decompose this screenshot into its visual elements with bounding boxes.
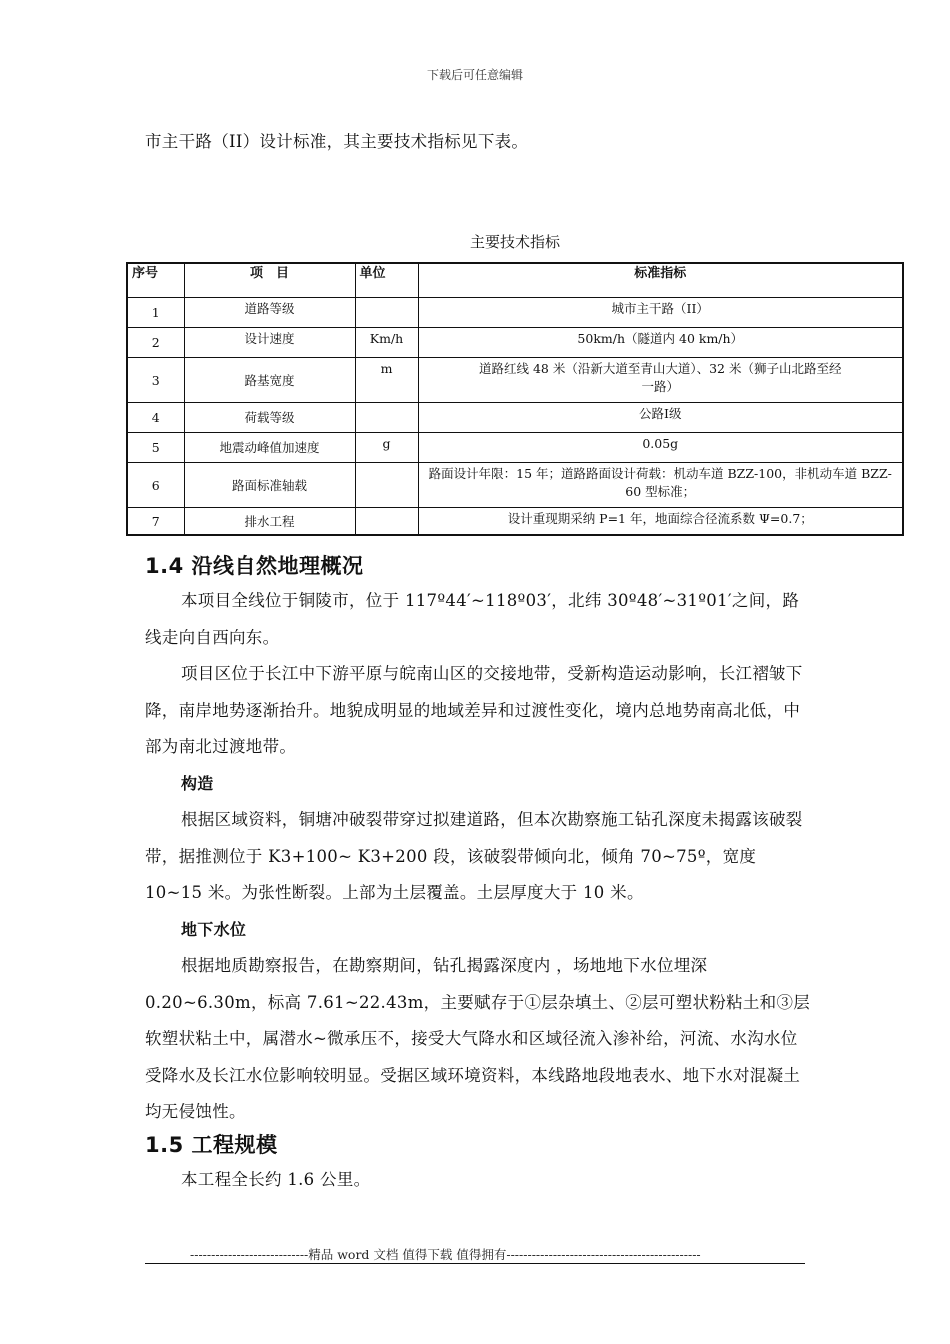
cell-std: 设计重现期采纳 P=1 年，地面综合径流系数 Ψ=0.7； <box>418 508 903 536</box>
cell-unit: Km/h <box>355 328 418 358</box>
header-note: 下载后可任意编辑 <box>426 68 523 82</box>
cell-no: 2 <box>127 328 184 358</box>
table-row <box>127 433 903 463</box>
section-title-1-5: 1.5 工程规模 <box>145 1133 278 1157</box>
table-row <box>127 403 903 433</box>
cell-unit <box>355 298 418 328</box>
subheading-structure: 构造 <box>181 773 214 793</box>
tech-spec-table <box>126 262 904 536</box>
intro-line: 市主干路（II）设计标准，其主要技术指标见下表。 <box>145 132 529 151</box>
cell-std: 道路红线 48 米（沿新大道至青山大道）、32 米（狮子山北路至经一路） <box>418 358 903 403</box>
header-std: 标准指标 <box>418 263 903 298</box>
table-caption: 主要技术指标 <box>469 233 560 251</box>
cell-item: 排水工程 <box>184 508 355 536</box>
cell-std: 0.05g <box>418 433 903 463</box>
section-1-4-body <box>145 583 813 1131</box>
cell-std: 城市主干路（II） <box>418 298 903 328</box>
cell-item: 设计速度 <box>184 328 355 358</box>
cell-item: 荷载等级 <box>184 403 355 433</box>
header-item: 项 目 <box>184 263 355 298</box>
cell-no: 7 <box>127 508 184 536</box>
table-row <box>127 358 903 403</box>
table-row <box>127 328 903 358</box>
paragraph: 项目区位于长江中下游平原与皖南山区的交接地带，受新构造运动影响，长江褶皱下降，南岸地势逐渐抬升。地貌成明显的地域差异和过渡性变化，境内总地势南高北低，中部为南北过渡地带。 <box>145 664 803 756</box>
cell-no: 3 <box>127 358 184 403</box>
header-no: 序号 <box>127 263 184 298</box>
section-1-5-body <box>145 1162 813 1199</box>
cell-unit <box>355 403 418 433</box>
cell-unit <box>355 508 418 536</box>
table-row <box>127 298 903 328</box>
cell-std: 50km/h（隧道内 40 km/h） <box>418 328 903 358</box>
header-unit: 单位 <box>355 263 418 298</box>
cell-item: 路基宽度 <box>184 358 355 403</box>
table-row <box>127 508 903 536</box>
cell-item: 地震动峰值加速度 <box>184 433 355 463</box>
table-header-row <box>127 263 903 298</box>
paragraph: 根据区域资料，铜塘冲破裂带穿过拟建道路，但本次勘察施工钻孔深度未揭露该破裂带，据推测位于 K3+100~ K3+200 段，该破裂带倾向北，倾角 70~75º，宽度 10~15 米。为张性断裂。上部为土层覆盖。土层厚度大于 10 米。 <box>145 810 803 902</box>
cell-unit <box>355 463 418 508</box>
table-row <box>127 463 903 508</box>
cell-unit: g <box>355 433 418 463</box>
cell-unit: m <box>355 358 418 403</box>
cell-std: 公路Ⅰ级 <box>418 403 903 433</box>
footer-note: ----------------------------精品 word 文档 值得下载 值得拥有---------------------------------------------- <box>190 1247 701 1262</box>
paragraph: 根据地质勘察报告，在勘察期间，钻孔揭露深度内 ，场地地下水位埋深 0.20~6.30m，标高 7.61~22.43m，主要赋存于①层杂填土、②层可塑状粉粘土和③层软塑状粘土中，属潜水~微承压不，接受大气降水和区域径流入渗补给，河流、水沟水位受降水及长江水位影响较明显。受据区域环境资料，本线路地段地表水、地下水对混凝土均无侵蚀性。 <box>145 956 811 1121</box>
subheading-groundwater: 地下水位 <box>181 919 247 939</box>
cell-no: 6 <box>127 463 184 508</box>
section-title-1-4: 1.4 沿线自然地理概况 <box>145 554 364 578</box>
cell-no: 1 <box>127 298 184 328</box>
cell-item: 路面标准轴载 <box>184 463 355 508</box>
paragraph: 本工程全长约 1.6 公里。 <box>181 1170 371 1189</box>
cell-item: 道路等级 <box>184 298 355 328</box>
cell-no: 5 <box>127 433 184 463</box>
cell-no: 4 <box>127 403 184 433</box>
cell-std: 路面设计年限：15 年；道路路面设计荷载：机动车道 BZZ-100，非机动车道 BZZ-60 型标准； <box>418 463 903 508</box>
footer-divider <box>145 1263 805 1264</box>
paragraph: 本项目全线位于铜陵市，位于 117º44′~118º03′，北纬 30º48′~31º01′之间，路线走向自西向东。 <box>145 591 800 647</box>
